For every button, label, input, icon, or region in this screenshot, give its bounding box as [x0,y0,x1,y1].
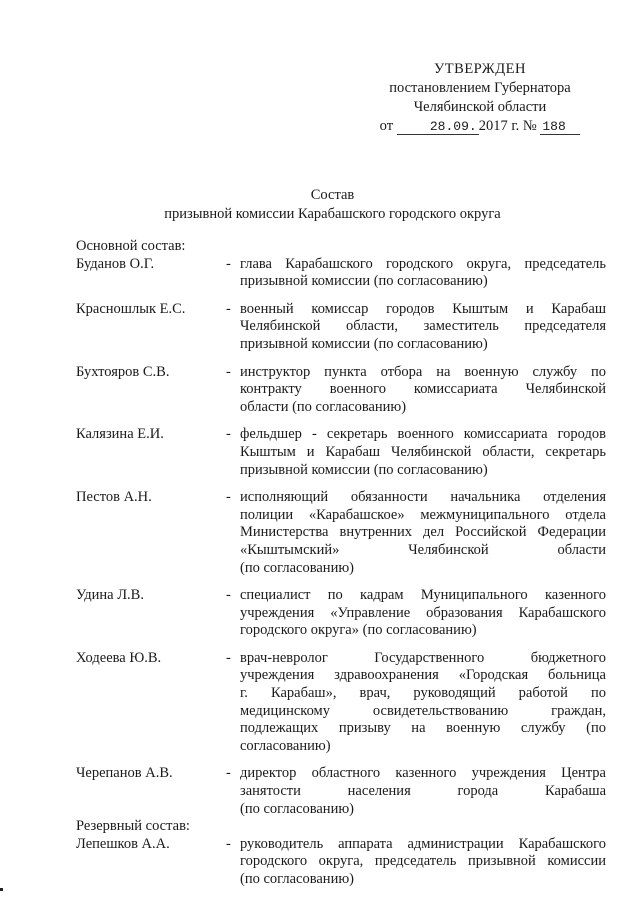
member-name: Удина Л.В. [76,587,144,604]
position-line: призывной комиссии (по согласованию) [240,461,488,478]
position-line: глава Карабашского городского округа, председатель [240,255,606,272]
position-line: подлежащих призыву на военную службу (по [240,720,606,737]
position-line: специалист по кадрам Муниципального казенного [240,587,606,604]
position-line: (по согласованию) [240,800,354,817]
member-row [76,650,606,756]
position-line: медицинскому освидетельствованию граждан, [240,702,606,719]
member-dash: - [226,426,231,443]
title-line-2: призывной комиссии Карабашского городского округа [164,206,501,222]
position-line: учреждения «Управление образования Карабашского [240,604,606,621]
member-position [240,426,606,479]
row-gap [76,755,606,765]
reserve-section-heading: Резервный состав: [76,818,190,835]
decree-number: 188 [540,120,580,135]
row-gap [76,479,606,489]
position-line: городского округа» (по согласованию) [240,622,477,639]
position-line: (по согласованию) [240,559,354,576]
position-line: контракту военного комиссариата Челябинской [240,381,606,398]
approval-line-1: постановлением Губернатора [389,80,571,96]
position-line: «Кыштымский» Челябинской области [240,541,606,558]
member-dash: - [226,587,231,604]
member-position [240,650,606,756]
position-line: полиции «Карабашское» межмуниципального отдела [240,506,606,523]
member-row [76,364,606,417]
position-line: согласованию) [240,737,331,754]
position-line: военный комиссар городов Кыштым и Карабаш [240,300,606,317]
member-dash: - [226,300,231,317]
position-line: руководитель аппарата администрации Карабашского [240,835,606,852]
member-position [240,364,606,417]
position-line: городского округа, председатель призывной комиссии [240,853,606,870]
main-section-heading: Основной состав: [76,238,186,254]
reserve-members [76,836,606,889]
member-position [240,301,606,354]
position-line: врач-невролог Государственного бюджетного [240,649,606,666]
member-row [76,489,606,577]
member-name: Бухтояров С.В. [76,363,170,380]
approval-dateline [360,117,600,136]
date-value: 28.09. [397,120,479,135]
position-line: Министерства внутренних дел Российской Федерации [240,524,606,541]
member-row [76,426,606,479]
member-position [240,765,606,818]
scan-mark [0,888,3,891]
member-dash: - [226,765,231,782]
member-dash: - [226,649,231,666]
year-text: 2017 г. № [478,118,537,134]
member-position [240,489,606,577]
member-dash: - [226,835,231,852]
main-members [76,256,606,819]
member-position [240,256,606,291]
member-dash: - [226,255,231,272]
approval-heading: УТВЕРЖДЕН [434,61,526,77]
row-gap [76,291,606,301]
member-name: Калязина Е.И. [76,426,164,443]
position-line: Челябинской области, заместитель председателя [240,318,606,335]
row-gap [76,640,606,650]
members-list [76,238,606,889]
position-line: занятости населения города Карабаша [240,783,606,800]
member-row [76,587,606,640]
row-gap [76,416,606,426]
position-line: Кыштым и Карабаш Челябинской области, секретарь [240,443,606,460]
row-gap [76,354,606,364]
member-name: Красношлык Е.С. [76,300,186,317]
position-line: учреждения здравоохранения «Городская больница [240,667,606,684]
member-name: Черепанов А.В. [76,765,173,782]
position-line: призывной комиссии (по согласованию) [240,273,488,290]
position-line: директор областного казенного учреждения Центра [240,765,606,782]
title-line-1: Состав [310,187,355,203]
member-dash: - [226,363,231,380]
position-line: призывной комиссии (по согласованию) [240,335,488,352]
member-name: Ходеева Ю.В. [76,649,162,666]
date-prefix: от [379,118,394,134]
member-name: Лепешков А.А. [76,835,170,852]
member-position [240,587,606,640]
member-name: Буданов О.Г. [76,255,155,272]
member-row [76,301,606,354]
position-line: области (по согласованию) [240,398,407,415]
position-line: (по согласованию) [240,871,354,887]
position-line: фельдшер - секретарь военного комиссариата городов [240,426,606,443]
member-name: Пестов А.Н. [76,489,152,506]
member-position [240,836,606,889]
member-row [76,765,606,818]
member-dash: - [226,489,231,506]
member-row [76,256,606,291]
approval-line-2: Челябинской области [413,99,547,115]
document-title [40,186,625,224]
approval-stamp [360,60,600,136]
position-line: г. Карабаш», врач, руководящий работой по [240,685,606,702]
position-line: инструктор пункта отбора на военную службу по [240,363,606,380]
member-row [76,836,606,889]
row-gap [76,577,606,587]
position-line: исполняющий обязанности начальника отделения [240,489,606,506]
